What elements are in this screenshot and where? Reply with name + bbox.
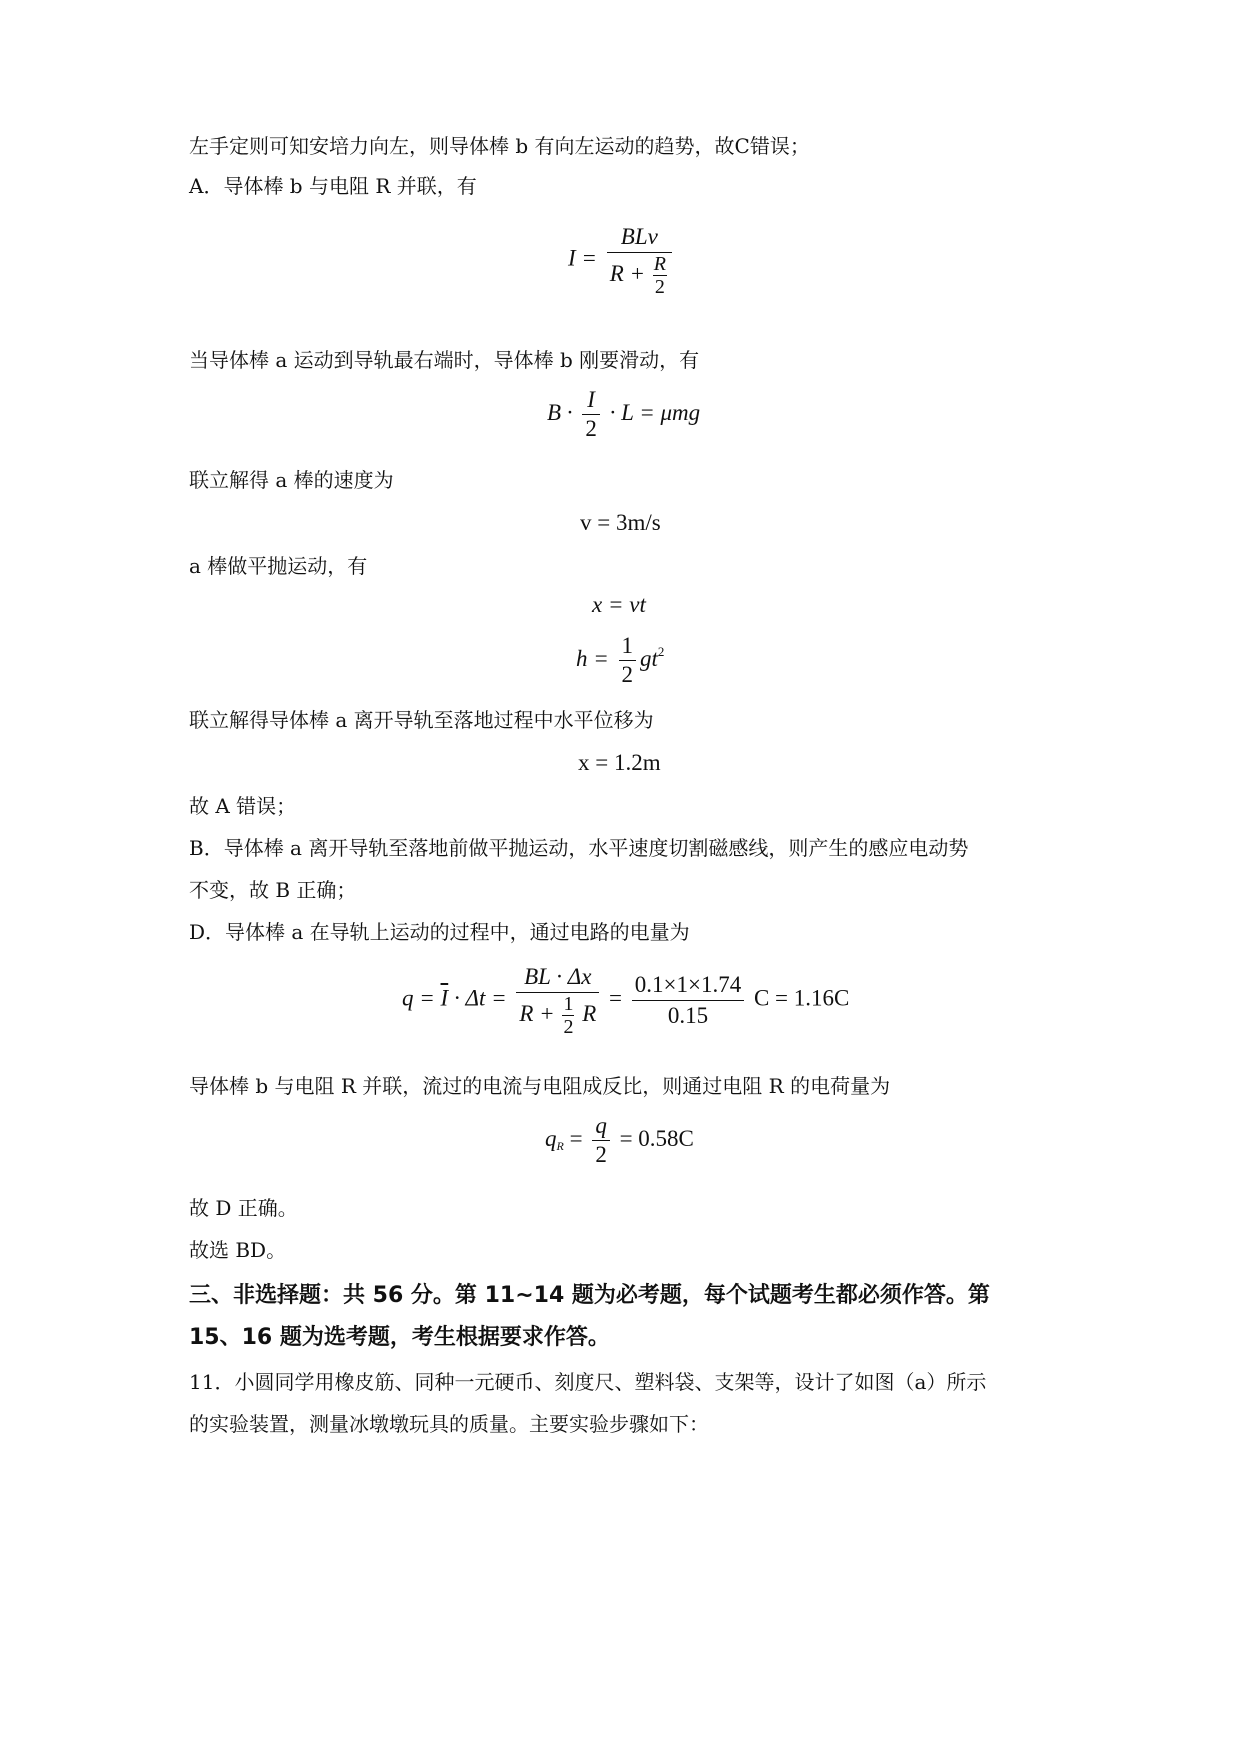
equation-horizontal: x = vt [592, 592, 646, 617]
section-heading-line-2: 15、16 题为选考题，考生根据要求作答。 [189, 1325, 610, 1350]
eq1-inner-den: 2 [654, 276, 665, 298]
text-line-14: 11．小圆同学用橡皮筋、同种一元硬币、刻度尺、塑料袋、支架等，设计了如图（a）所示 [189, 1370, 987, 1394]
text-line-5: a 棒做平抛运动，有 [189, 554, 368, 578]
eq7-numerator-1: BL · Δx [516, 962, 599, 993]
equation-force [547, 386, 700, 443]
eq7-mean-current: $\overline{I}$ [440, 985, 449, 1011]
eq1-inner-fraction [653, 253, 667, 298]
eq8-equals: = [569, 1125, 583, 1151]
eq5-right: gt [640, 645, 658, 671]
eq2-right: · L = μmg [609, 399, 701, 425]
equation-resistor-charge [545, 1112, 694, 1169]
eq2-denominator: 2 [585, 416, 597, 441]
text-line-13: 故选 BD。 [189, 1238, 287, 1262]
eq7-inner-fraction [562, 993, 574, 1038]
eq8-subscript: R [556, 1138, 564, 1153]
text-line-1: 左手定则可知安培力向左，则导体棒 b 有向左运动的趋势，故C错误； [189, 134, 810, 158]
eq7-fraction-1 [516, 962, 599, 1038]
text-line-10: D．导体棒 a 在导轨上运动的过程中，通过电路的电量为 [189, 920, 690, 944]
text-line-9: 不变，故 B 正确； [189, 878, 357, 902]
eq7-den-right: R [582, 1000, 597, 1026]
eq8-lhs: q [545, 1125, 557, 1151]
text-line-4: 联立解得 a 棒的速度为 [189, 468, 394, 492]
text-line-15: 的实验装置，测量冰墩墩玩具的质量。主要实验步骤如下： [189, 1412, 709, 1436]
eq5-superscript: 2 [657, 643, 665, 659]
eq5-lhs: h = [576, 645, 609, 671]
eq2-numerator: I [582, 386, 600, 415]
eq5-fraction [619, 632, 637, 689]
text-line-3: 当导体棒 a 运动到导轨最右端时，导体棒 b 刚要滑动，有 [189, 348, 700, 372]
text-line-7: 故 A 错误； [189, 794, 297, 818]
eq7-inner-num: 1 [563, 993, 574, 1015]
eq5-denominator: 2 [621, 662, 634, 687]
eq7-right: C = 1.16C [753, 985, 850, 1011]
text-line-6: 联立解得导体棒 a 离开导轨至落地过程中水平位移为 [189, 708, 654, 732]
eq7-fraction-2 [632, 970, 744, 1031]
section-heading-line-1: 三、非选择题：共 56 分。第 11~14 题为必考题，每个试题考生都必须作答。第 [189, 1283, 990, 1308]
eq8-fraction [592, 1112, 610, 1169]
eq1-fraction [607, 222, 672, 298]
text-line-8: B．导体棒 a 离开导轨至落地前做平抛运动，水平速度切割磁感线，则产生的感应电动势 [189, 836, 969, 860]
eq7-numerator-2: 0.1×1×1.74 [632, 970, 744, 1001]
eq7-equals: = [609, 985, 622, 1011]
equation-current [568, 222, 676, 298]
equation-velocity: v = 3m/s [580, 510, 661, 535]
text-line-11: 导体棒 b 与电阻 R 并联，流过的电流与电阻成反比，则通过电阻 R 的电荷量为 [189, 1074, 891, 1098]
eq7-den-left: R + [519, 1000, 555, 1026]
equation-displacement: x = 1.2m [578, 750, 661, 775]
eq7-denominator-2: 0.15 [667, 1002, 709, 1028]
eq8-numerator: q [592, 1112, 610, 1141]
text-line-2: A．导体棒 b 与电阻 R 并联，有 [189, 174, 477, 198]
eq2-left: B · [547, 399, 573, 425]
eq7-lhs: q = [402, 985, 435, 1011]
eq8-right: = 0.58C [619, 1125, 694, 1151]
text-line-12: 故 D 正确。 [189, 1196, 298, 1220]
eq5-numerator: 1 [619, 632, 637, 661]
eq7-inner-den: 2 [563, 1016, 574, 1038]
eq2-fraction [582, 386, 600, 443]
eq8-denominator: 2 [595, 1142, 607, 1167]
eq1-numerator: BLv [607, 222, 672, 253]
eq7-mid: · Δt = [453, 985, 507, 1011]
eq1-den-left: R + [609, 260, 646, 286]
equation-height [576, 632, 664, 689]
equation-charge [402, 962, 849, 1038]
eq1-denominator [607, 253, 672, 298]
eq1-inner-num: R [653, 253, 666, 275]
eq7-denominator-1 [516, 993, 599, 1038]
eq1-lhs: I = [568, 245, 597, 271]
